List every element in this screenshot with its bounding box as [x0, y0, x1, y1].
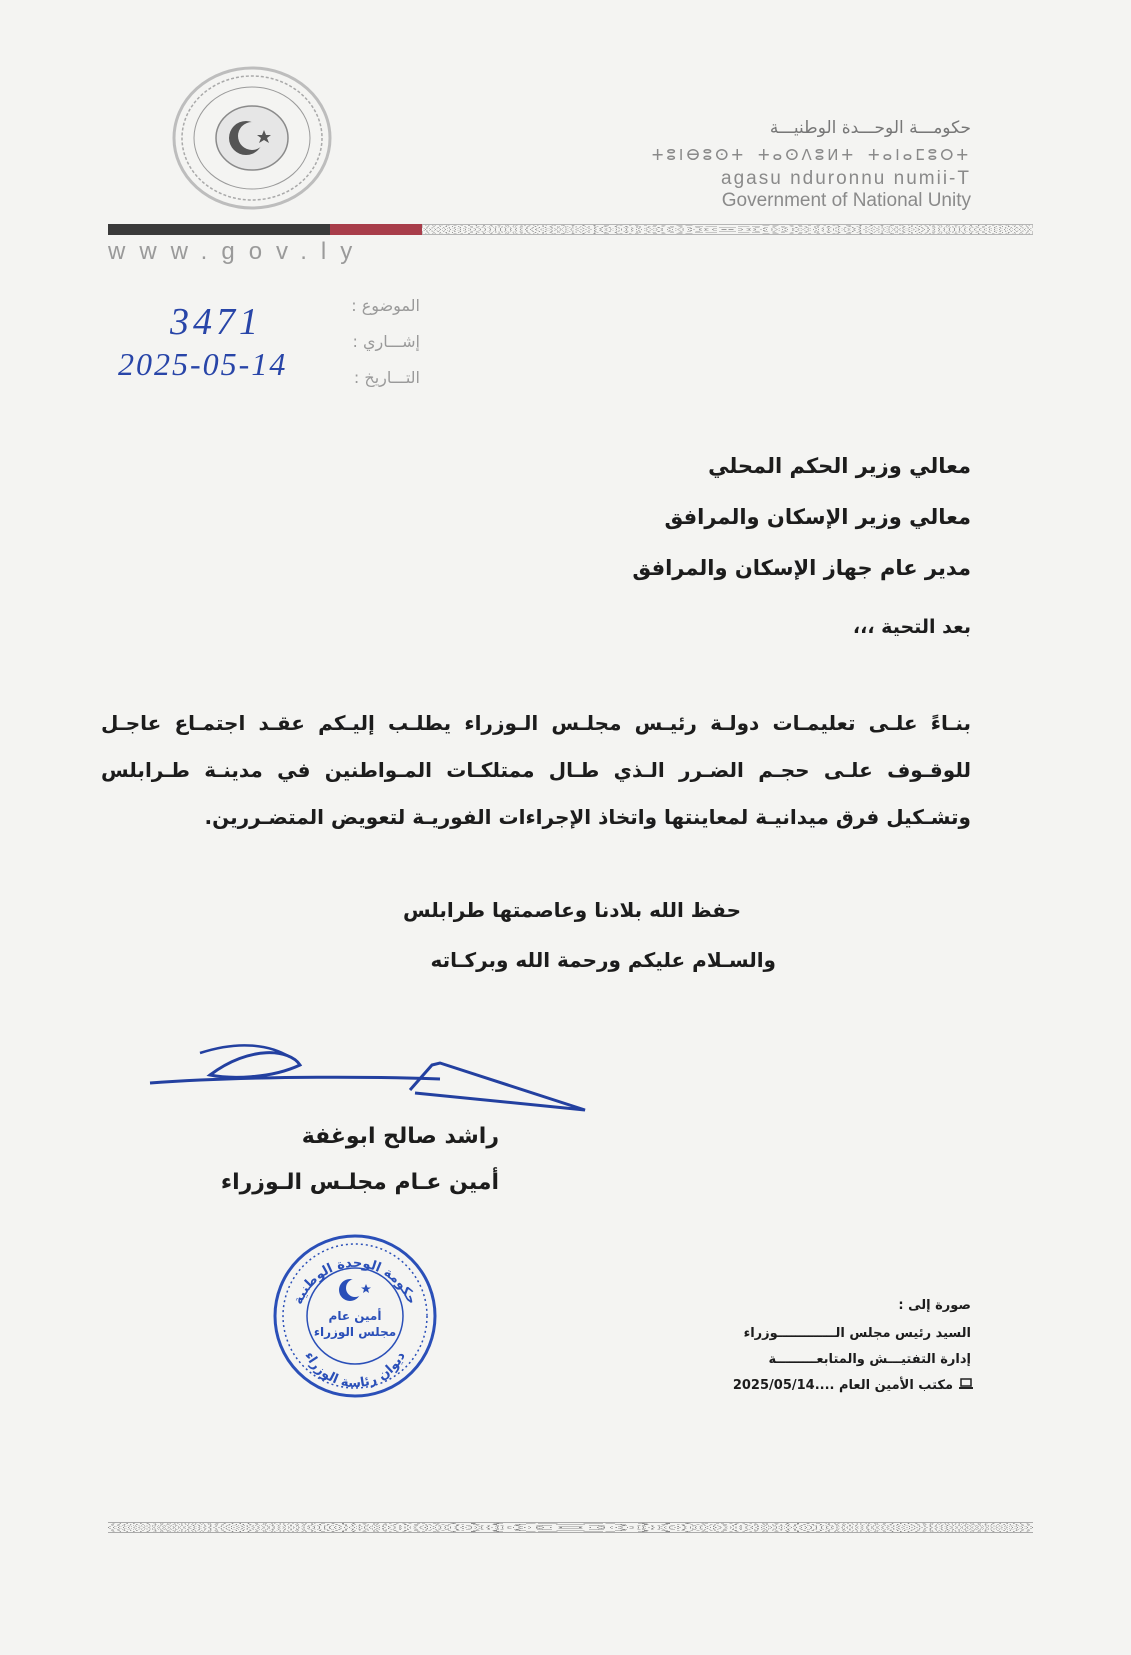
greeting: بعد التحية ،،، [852, 616, 971, 638]
divider-red-segment [330, 224, 422, 235]
divider-dark-segment [108, 224, 330, 235]
signatory-title: أمين عـام مجلـس الـوزراء [220, 1170, 499, 1195]
official-stamp [270, 1232, 440, 1400]
gov-name-english: Government of National Unity [721, 190, 971, 211]
government-emblem-icon [168, 64, 336, 212]
ref-number-handwritten: 3471 [170, 301, 262, 343]
signatory-name: راشد صالح ابوغفة [301, 1124, 499, 1149]
handwritten-signature [140, 1035, 600, 1125]
footer-divider [108, 1522, 1033, 1533]
gov-name-tifinagh: ⵜⵓⵏⴱⵓⵙⵜ ⵜⴰⵙⴷⵓⵍⵜ ⵜⴰⵏⴰⵎⵓⵔⵜ [651, 146, 971, 164]
closing-line-2: والسـلام عليكم ورحمة الله وبركـاته [430, 948, 776, 972]
addressee-2: معالي وزير الإسكان والمرافق [664, 505, 971, 529]
cc-label: صورة إلى : [898, 1298, 971, 1313]
divider-chain-pattern [422, 224, 1033, 235]
laptop-icon [959, 1376, 973, 1390]
closing-line-1: حفظ الله بلادنا وعاصمتها طرابلس [402, 898, 741, 922]
stamp-inner-line-1: أمين عام [328, 1309, 382, 1323]
svg-text:ديوان رئاسة الوزراء [301, 1349, 409, 1391]
stamp-outer-text: حكومة الوحدة الوطنية [290, 1255, 420, 1307]
stamp-inner-line-2: مجلس الوزراء [313, 1325, 397, 1339]
subject-label: الموضوع : [351, 296, 420, 315]
cc-item-3: مكتب الأمين العام ....2025/05/14 [732, 1378, 953, 1393]
letter-body: بنـاءً علـى تعليمـات دولـة رئيـس مجلـس الـوزراء يطلـب إليـكم عقـد اجتمـاع عاجـل للوقـوف علـى حجـم الضـرر الـذي طـال ممتلكـات المـواطنين في مدينـة طـرابلس وتشـكيل فرق ميدانيـة لمعاينتها واتخاذ الإجراءات الفوريـة لتعويض المتضـررين. [101, 711, 971, 829]
stamp-bottom-text: ديوان رئاسة الوزراء [301, 1349, 409, 1392]
gov-name-amazigh: agasu nduronnu numii-T [721, 168, 971, 189]
addressee-1: معالي وزير الحكم المحلي [708, 454, 971, 478]
gov-name-arabic: حكومـــة الوحـــدة الوطنيـــة [769, 118, 971, 138]
ref-label: إشـــاري : [352, 332, 420, 351]
addressee-3: مدير عام جهاز الإسكان والمرافق [632, 556, 971, 580]
cc-item-1: السيد رئيس مجلس الـــــــــــــوزراء [743, 1326, 971, 1341]
date-handwritten: 2025-05-14 [118, 346, 288, 382]
website-url: www.gov.ly [108, 238, 367, 265]
cc-item-2: إدارة التفتيـــش والمتابعـــــــــة [768, 1352, 971, 1367]
header-divider [108, 224, 1033, 235]
date-label: التـــاريخ : [353, 368, 420, 387]
